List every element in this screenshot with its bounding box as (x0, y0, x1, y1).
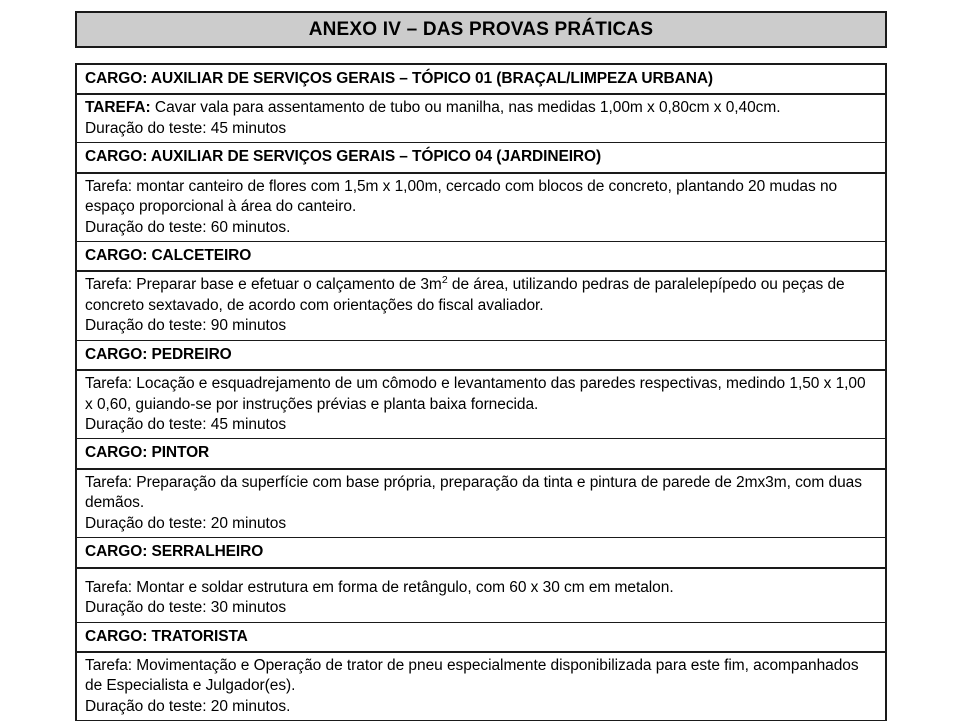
task-description (85, 98, 875, 118)
task-duration: Duração do teste: 60 minutos. (85, 218, 291, 236)
task-text-pre: Preparar base e efetuar o calçamento de 3m (132, 276, 442, 294)
table-row-cargo-heading (77, 623, 885, 653)
task-text: montar canteiro de flores com 1,5m x 1,00m, cercado com blocos de concreto, plantando 20 mudas no espaço proporcional à área do canteiro. (85, 177, 838, 216)
task-label: Tarefa: (85, 375, 133, 393)
cargo-title: CARGO: AUXILIAR DE SERVIÇOS GERAIS – TÓPICO 01 (BRAÇAL/LIMPEZA URBANA) (85, 70, 713, 87)
table-row-cargo-heading (77, 439, 885, 469)
task-text: Locação e esquadrejamento de um cômodo e levantamento das paredes respectivas, medindo 1,50 x 1,00 x 0,60, guiando-se por instruções prévias e planta baixa fornecida. (85, 375, 866, 413)
task-label: Tarefa: (85, 177, 133, 195)
annex-title-bar (75, 11, 887, 48)
table-row-task (77, 470, 885, 538)
task-duration: Duração do teste: 20 minutos. (85, 697, 291, 715)
task-superscript: 2 (441, 274, 448, 287)
practical-exams-table (75, 63, 887, 721)
task-text: Cavar vala para assentamento de tubo ou manilha, nas medidas 1,00m x 0,80cm x 0,40cm. (150, 99, 781, 117)
task-duration: Duração do teste: 20 minutos (85, 514, 287, 532)
task-duration: Duração do teste: 90 minutos (85, 317, 287, 335)
task-label: Tarefa: (85, 656, 133, 674)
cargo-title: CARGO: PEDREIRO (85, 345, 232, 363)
task-description (85, 275, 875, 316)
table-row-cargo-heading (77, 341, 885, 371)
task-description (85, 578, 875, 598)
task-text: Montar e soldar estrutura em forma de retângulo, com 60 x 30 cm em metalon. (132, 578, 674, 596)
table-row-cargo-heading (77, 65, 885, 95)
task-label: Tarefa: (85, 276, 133, 294)
task-label: TAREFA: (85, 99, 151, 117)
task-text-post: de área, utilizando pedras de paralelepípedo ou peças de concreto sextavado, de acordo com orientações do fiscal avaliador. (85, 276, 845, 314)
table-row-cargo-heading (77, 143, 885, 173)
table-row-cargo-heading (77, 538, 885, 568)
task-label: Tarefa: (85, 473, 133, 491)
task-description (85, 473, 875, 514)
cargo-title: CARGO: AUXILIAR DE SERVIÇOS GERAIS – TÓPICO 04 (JARDINEIRO) (85, 148, 602, 166)
task-duration: Duração do teste: 45 minutos (85, 416, 287, 434)
table-row-task (77, 272, 885, 340)
page-title: ANEXO IV – DAS PROVAS PRÁTICAS (308, 18, 654, 40)
table-row-task (77, 371, 885, 439)
table-row-task (77, 653, 885, 721)
table-row-task (77, 174, 885, 242)
table-row-task (77, 569, 885, 623)
task-text: Movimentação e Operação de trator de pneu especialmente disponibilizada para este fim, acompanhados de Especialista e Julgador(es). (85, 656, 859, 695)
cargo-title: CARGO: CALCETEIRO (85, 247, 252, 265)
task-label: Tarefa: (85, 578, 133, 596)
cargo-title: CARGO: TRATORISTA (85, 627, 248, 645)
cargo-title: CARGO: PINTOR (85, 444, 210, 462)
task-description (85, 374, 875, 415)
table-row-cargo-heading (77, 242, 885, 272)
task-duration: Duração do teste: 30 minutos (85, 599, 287, 617)
cargo-title: CARGO: SERRALHEIRO (85, 543, 264, 561)
task-duration: Duração do teste: 45 minutos (85, 119, 287, 137)
task-description (85, 656, 875, 697)
task-description (85, 177, 875, 218)
table-row-task (77, 95, 885, 143)
task-text: Preparação da superfície com base própria, preparação da tinta e pintura de parede de 2mx3m, com duas demãos. (85, 473, 862, 512)
